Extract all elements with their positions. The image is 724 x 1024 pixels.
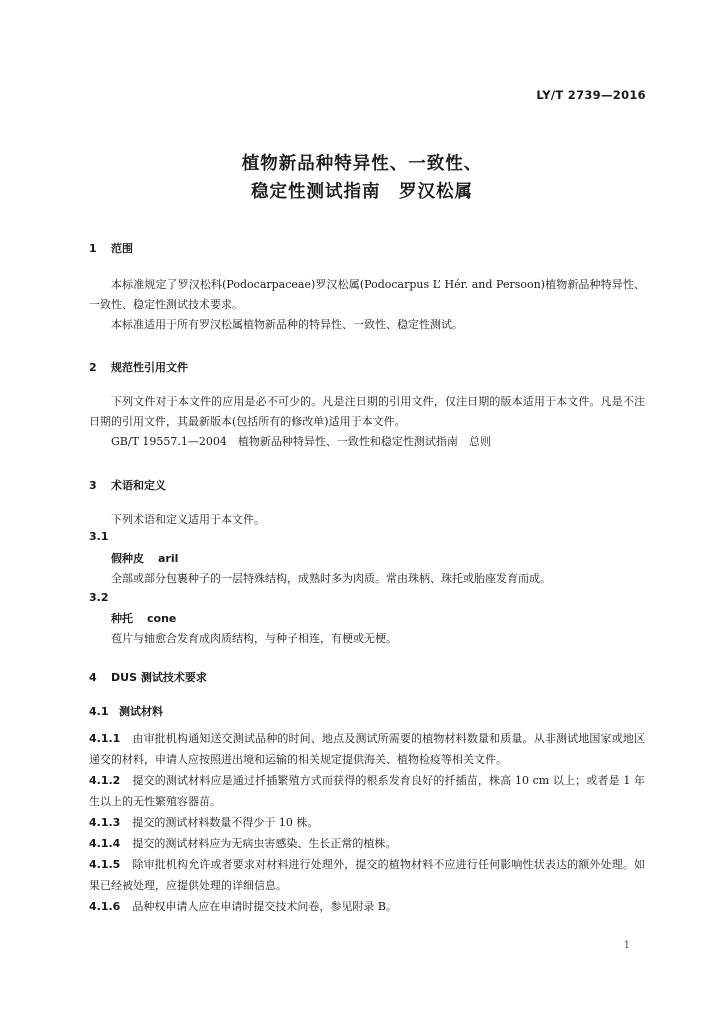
subsection-4-1-heading xyxy=(89,703,163,719)
clause-4-1-3 xyxy=(89,812,645,833)
clause-text: 除审批机构允许或者要求对材料进行处理外，提交的植物材料不应进行任何影响性状表达的额外处理。如果已经被处理，应提供处理的详细信息。 xyxy=(89,858,645,892)
term-3-2-heading xyxy=(111,610,176,626)
document-title-line-2: 稳定性测试指南 罗汉松属 xyxy=(251,182,473,202)
clause-number: 4.1.5 xyxy=(89,858,121,871)
clause-4-1-5 xyxy=(89,854,645,896)
term-3-1-heading xyxy=(111,550,178,566)
section-2-heading xyxy=(89,359,188,375)
subsection-title: 测试材料 xyxy=(119,705,163,718)
section-1-paragraph-2: 本标准适用于所有罗汉松属植物新品种的特异性、一致性、稳定性测试。 xyxy=(111,318,463,331)
clause-4-1-1 xyxy=(89,728,645,770)
term-english: cone xyxy=(147,612,177,625)
section-number: 2 xyxy=(89,361,97,374)
clause-number: 4.1.6 xyxy=(89,900,121,913)
term-english: aril xyxy=(158,552,179,565)
clause-4-1-2 xyxy=(89,770,645,812)
section-1-paragraph-1: 本标准规定了罗汉松科(Podocarpaceae)罗汉松属(Podocarpus L’ Hér. and Persoon)植物新品种特异性、一致性、稳定性测试技术要求。 xyxy=(89,278,645,311)
clause-text: 提交的测试材料数量不得少于 10 株。 xyxy=(132,816,319,829)
section-title: 术语和定义 xyxy=(111,479,166,492)
clause-4-1-6 xyxy=(89,896,645,917)
clause-text: 提交的测试材料应为无病虫害感染、生长正常的植株。 xyxy=(132,837,397,850)
section-number: 4 xyxy=(89,671,97,684)
clause-number: 4.1.1 xyxy=(89,732,121,745)
section-3-heading xyxy=(89,477,166,493)
subsection-number: 4.1 xyxy=(89,705,109,718)
page-number: 1 xyxy=(623,940,630,951)
term-3-1-number: 3.1 xyxy=(89,530,109,543)
section-4-heading xyxy=(89,669,207,685)
section-2-paragraph-1: 下列文件对于本文件的应用是必不可少的。凡是注日期的引用文件，仅注日期的版本适用于本文件。凡是不注日期的引用文件，其最新版本(包括所有的修改单)适用于本文件。 xyxy=(89,395,645,428)
section-number: 3 xyxy=(89,479,97,492)
term-3-1-definition: 全部或部分包裹种子的一层特殊结构，成熟时多为肉质。常由珠柄、珠托或胎座发育而成。 xyxy=(111,572,551,585)
section-number: 1 xyxy=(89,242,97,255)
section-title: 范围 xyxy=(111,242,133,255)
clause-4-1-4 xyxy=(89,833,645,854)
clause-number: 4.1.2 xyxy=(89,774,121,787)
term-3-2-definition: 苞片与轴愈合发育成肉质结构，与种子相连，有梗或无梗。 xyxy=(111,632,397,645)
term-chinese: 种托 xyxy=(111,612,133,625)
clause-text: 品种权申请人应在申请时提交技术问卷，参见附录 B。 xyxy=(132,900,397,913)
term-3-2-number: 3.2 xyxy=(89,591,109,604)
term-chinese: 假种皮 xyxy=(111,552,144,565)
section-3-intro: 下列术语和定义适用于本文件。 xyxy=(111,513,265,526)
clause-number: 4.1.4 xyxy=(89,837,121,850)
section-title: 规范性引用文件 xyxy=(111,361,188,374)
standard-code: LY/T 2739—2016 xyxy=(536,88,646,102)
clause-text: 由审批机构通知送交测试品种的时间、地点及测试所需要的植物材料数量和质量。从非测试地国家或地区递交的材料，申请人应按照进出境和运输的相关规定提供海关、植物检疫等相关文件。 xyxy=(89,732,645,766)
document-title-line-1: 植物新品种特异性、一致性、 xyxy=(241,154,483,174)
section-2-reference: GB/T 19557.1—2004 植物新品种特异性、一致性和稳定性测试指南 总则 xyxy=(111,435,491,448)
section-1-heading xyxy=(89,240,133,256)
section-title: DUS 测试技术要求 xyxy=(111,671,207,684)
clause-number: 4.1.3 xyxy=(89,816,121,829)
clause-text: 提交的测试材料应是通过扦插繁殖方式而获得的根系发育良好的扦插苗，株高 10 cm 以上；或者是 1 年生以上的无性繁殖容器苗。 xyxy=(89,774,645,808)
